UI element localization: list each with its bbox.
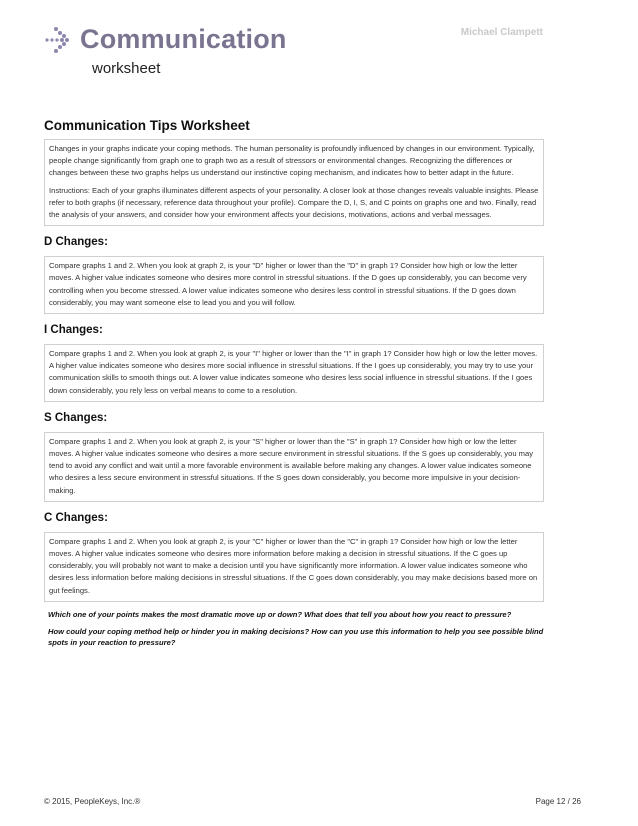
logo-dot <box>62 42 66 46</box>
logo-dot <box>54 49 58 53</box>
logo-dot <box>62 34 66 38</box>
c-changes-text: Compare graphs 1 and 2. When you look at graph 2, is your "C" higher or lower than the "C" in graph 1? Consider how high or low the letter moves. A higher value indicates someone who desires more information before making a decision in stressful situations. If the C goes up considerably, you will probably not want to make a decision until you have significantly more information. A lower value indicates someone who desires less information before making decisions in stressful situations. If the C goes down considerably, you may make decisions based more on gut feelings. <box>49 536 538 595</box>
page-number: Page 12 / 26 <box>535 797 581 806</box>
s-changes-heading: S Changes: <box>44 411 108 424</box>
logo-dot <box>54 27 58 31</box>
d-changes-heading: D Changes: <box>44 236 108 249</box>
s-changes-box <box>44 432 544 502</box>
i-changes-box <box>44 344 544 402</box>
page-title: Communication Tips Worksheet <box>44 118 250 133</box>
copyright-text: © 2015, PeopleKeys, Inc.® <box>44 797 141 806</box>
d-changes-text: Compare graphs 1 and 2. When you look at graph 2, is your "D" higher or lower than the "D" in graph 1? Consider how high or low the letter moves. A higher value indicates someone who desires more control in stressful situations. If the D goes up considerably, you can become very controlling when you become stressed. A lower value indicates someone who desires less control in stressful situations. If the D goes down considerably, you may want someone else to lead you and you will follow. <box>49 261 527 307</box>
worksheet-content <box>44 118 544 654</box>
question-1: Which one of your points makes the most dramatic move up or down? What does that tell you about how you react to pressure? <box>48 609 512 619</box>
instructions-paragraph: Instructions: Each of your graphs illuminates different aspects of your personality. A closer look at those changes reveals valuable insights. Please refer to both graphs (if necessary, reference data throughout your profile). Compare the D, I, S, and C points on graphs one and two. Finally, read the analysis of your answers, and consider how your environment affects your decisions, motivations, actions and verbal messages. <box>49 185 539 220</box>
logo-dot <box>60 38 64 42</box>
author-name: Michael Clampett <box>460 27 543 38</box>
d-changes-box <box>44 256 544 314</box>
c-changes-heading: C Changes: <box>44 511 108 524</box>
logo-title: Communication <box>80 24 287 54</box>
i-changes-text: Compare graphs 1 and 2. When you look at graph 2, is your "I" higher or lower than the "I" in graph 1? Consider how high or low the letter moves. A higher value indicates someone who desires more social influence in stressful situations. If the I goes up considerably, you may try to use your communication skills to smooth things out. A lower value indicates someone who desires less social influence in stressful situations. If the I goes down considerably, you rely less on verbal means to come to a resolution. <box>49 349 538 395</box>
logo-dot <box>58 45 62 49</box>
logo-dot <box>55 38 58 41</box>
logo-dots-icon <box>44 27 74 53</box>
c-changes-box <box>44 532 544 602</box>
intro-paragraph: Changes in your graphs indicate your coping methods. The human personality is profoundly influenced by changes in our environment. Typically, people change significantly from graph one to graph two as a result of stressors or environmental changes. Recognizing the differences or changes between these two graphs helps us understand our instinctive coping mechanism, and indicates how to better adapt in the future. <box>49 144 535 178</box>
logo-dot <box>45 38 48 41</box>
s-changes-text: Compare graphs 1 and 2. When you look at graph 2, is your "S" higher or lower than the "S" in graph 1? Consider how high or low the letter moves. A higher value indicates someone who desires a more secure environment in stressful situations. If the S goes up considerably, you may tend to avoid any conflict and wait until a more favorable environment is available before making any changes. A lower value indicates someone who desires a less secure environment in stressful situations. If the S goes down considerably, you become more impulsive in your decision-making. <box>49 436 534 495</box>
i-changes-heading: I Changes: <box>44 324 103 337</box>
logo-dot <box>50 38 53 41</box>
logo-dot <box>65 38 69 42</box>
question-2: How could your coping method help or hinder you in making decisions? How can you use this information to help you see possible blind spots in your reaction to pressure? <box>48 626 544 647</box>
logo-subtitle: worksheet <box>92 60 161 77</box>
logo-dot <box>58 31 62 35</box>
intro-box <box>44 139 544 226</box>
reflection-questions <box>44 609 544 648</box>
